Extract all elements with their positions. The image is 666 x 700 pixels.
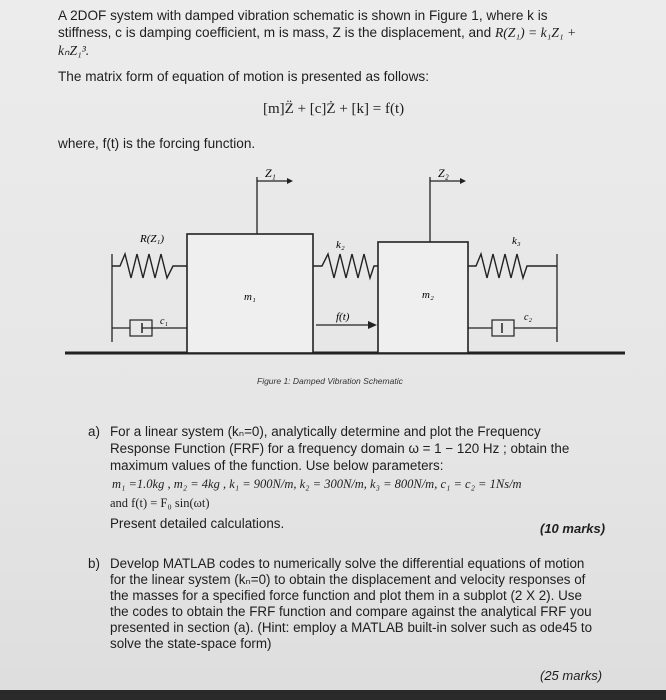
part-a-line-1: For a linear system (kₙ=0), analytically determine and plot the Frequency <box>110 424 541 439</box>
z1-arrowhead <box>287 178 293 184</box>
equation-of-motion: [m]Z̈ + [c]Ż + [k] = f(t) <box>263 101 405 117</box>
damper-c2 <box>468 320 557 336</box>
part-a-marker: a) <box>88 424 100 439</box>
spring-k3 <box>468 254 557 278</box>
part-b-line-4: the codes to obtain the FRF function and compare against the analytical FRF you <box>110 604 592 619</box>
part-b-line-5: presented in section (a). (Hint: employ a MATLAB built-in solver such as ode45 to <box>110 620 593 635</box>
intro-line-3: kₙZ₁³. <box>58 43 90 58</box>
damper-c1-label: c₁ <box>160 316 168 327</box>
spring-r-label: R(Z₁) <box>140 233 164 245</box>
bottom-edge <box>0 690 666 700</box>
nonlinear-spring <box>112 254 187 278</box>
force-label: f(t) <box>336 311 350 323</box>
part-a-marks: (10 marks) <box>540 521 606 536</box>
part-a-line-3: maximum values of the function. Use below parameters: <box>110 458 444 473</box>
part-b-marker: b) <box>88 556 100 571</box>
part-a-parameters: m₁ =1.0kg , m₂ = 4kg , k₁ = 900N/m, k₂ = 300N/m, k₃ = 800N/m, c₁ = c₂ = 1Ns/m <box>112 477 522 491</box>
spring-k2 <box>313 254 378 278</box>
spring-k3-label: k₃ <box>512 235 521 247</box>
intro-line-2: stiffness, c is damping coefficient, m is mass, Z is the displacement, and R(Z₁) = k₁Z₁ + <box>58 25 577 40</box>
damper-c2-label: c₂ <box>524 312 532 323</box>
part-b-line-3: the masses for a specified force function and plot them in a subplot (2 X 2). Use <box>110 588 582 603</box>
where-line: where, f(t) is the forcing function. <box>58 136 256 151</box>
z1-label: Z₁ <box>265 166 276 180</box>
mass-1-label: m₁ <box>244 291 256 303</box>
force-arrowhead <box>368 321 377 329</box>
part-b-line-1: Develop MATLAB codes to numerically solve the differential equations of motion <box>110 556 585 571</box>
matrix-intro: The matrix form of equation of motion is presented as follows: <box>58 69 429 84</box>
part-b-line-6: solve the state-space form) <box>110 636 272 651</box>
vibration-schematic-figure <box>60 160 630 392</box>
part-a-forcing: and f(t) = F₀ sin(ωt) <box>110 496 210 510</box>
z2-label: Z₂ <box>438 166 449 180</box>
damper-c1 <box>112 320 187 336</box>
mass-2-label: m₂ <box>422 289 434 301</box>
z2-arrowhead <box>460 178 466 184</box>
spring-k2-label: k₂ <box>336 239 345 251</box>
part-b-line-2: for the linear system (kₙ=0) to obtain the displacement and velocity responses of <box>110 572 586 587</box>
figure-caption: Figure 1: Damped Vibration Schematic <box>257 376 403 386</box>
intro-line-1: A 2DOF system with damped vibration schematic is shown in Figure 1, where k is <box>58 8 548 23</box>
part-a-present: Present detailed calculations. <box>110 516 285 531</box>
part-a-line-2: Response Function (FRF) for a frequency domain ω = 1 − 120 Hz ; obtain the <box>110 441 570 456</box>
restoring-force-eq: R(Z₁) = k₁Z₁ + <box>494 25 577 40</box>
part-b-marks: (25 marks) <box>540 668 603 683</box>
